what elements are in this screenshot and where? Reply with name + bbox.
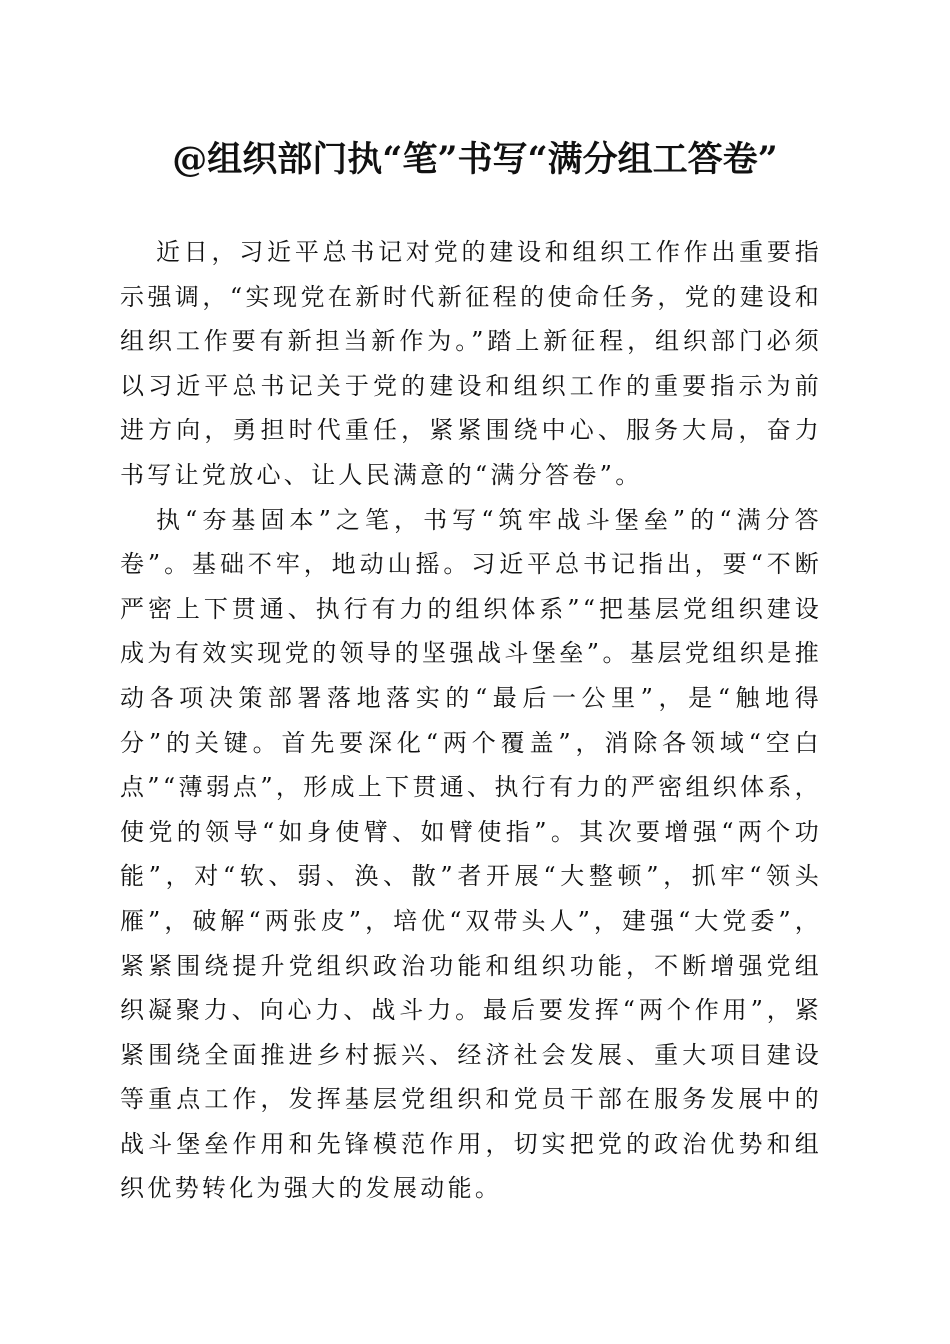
paragraph-intro: 近日，习近平总书记对党的建设和组织工作作出重要指示强调，“实现党在新时代新征程的使命任务，党的建设和组织工作要有新担当新作为。”踏上新征程，组织部门必须以习近平总书记关于党的建设和组织工作的重要指示为前进方向，勇担时代重任，紧紧围绕中心、服务大局，奋力书写让党放心、让人民满意的“满分答卷”。: [120, 238, 822, 489]
paragraph-foundation: 执“夯基固本”之笔，书写“筑牢战斗堡垒”的“满分答卷”。基础不牢，地动山摇。习近平总书记指出，要“不断严密上下贯通、执行有力的组织体系”“把基层党组织建设成为有效实现党的领导的坚强战斗堡垒”。基层党组织是推动各项决策部署落地落实的“最后一公里”，是“触地得分”的关键。首先要深化“两个覆盖”，消除各领域“空白点”“薄弱点”，形成上下贯通、执行有力的严密组织体系，使党的领导“如身使臂、如臂使指”。其次要增强“两个功能”，对“软、弱、涣、散”者开展“大整顿”，抓牢“领头雁”，破解“两张皮”，培优“双带头人”，建强“大党委”，紧紧围绕提升党组织政治功能和组织功能，不断增强党组织凝聚力、向心力、战斗力。最后要发挥“两个作用”，紧紧围绕全面推进乡村振兴、经济社会发展、重大项目建设等重点工作，发挥基层党组织和党员干部在服务发展中的战斗堡垒作用和先锋模范作用，切实把党的政治优势和组织优势转化为强大的发展动能。: [120, 505, 822, 1203]
document-body: [120, 230, 822, 1211]
document-title: @组织部门执“笔”书写“满分组工答卷”: [172, 139, 778, 180]
